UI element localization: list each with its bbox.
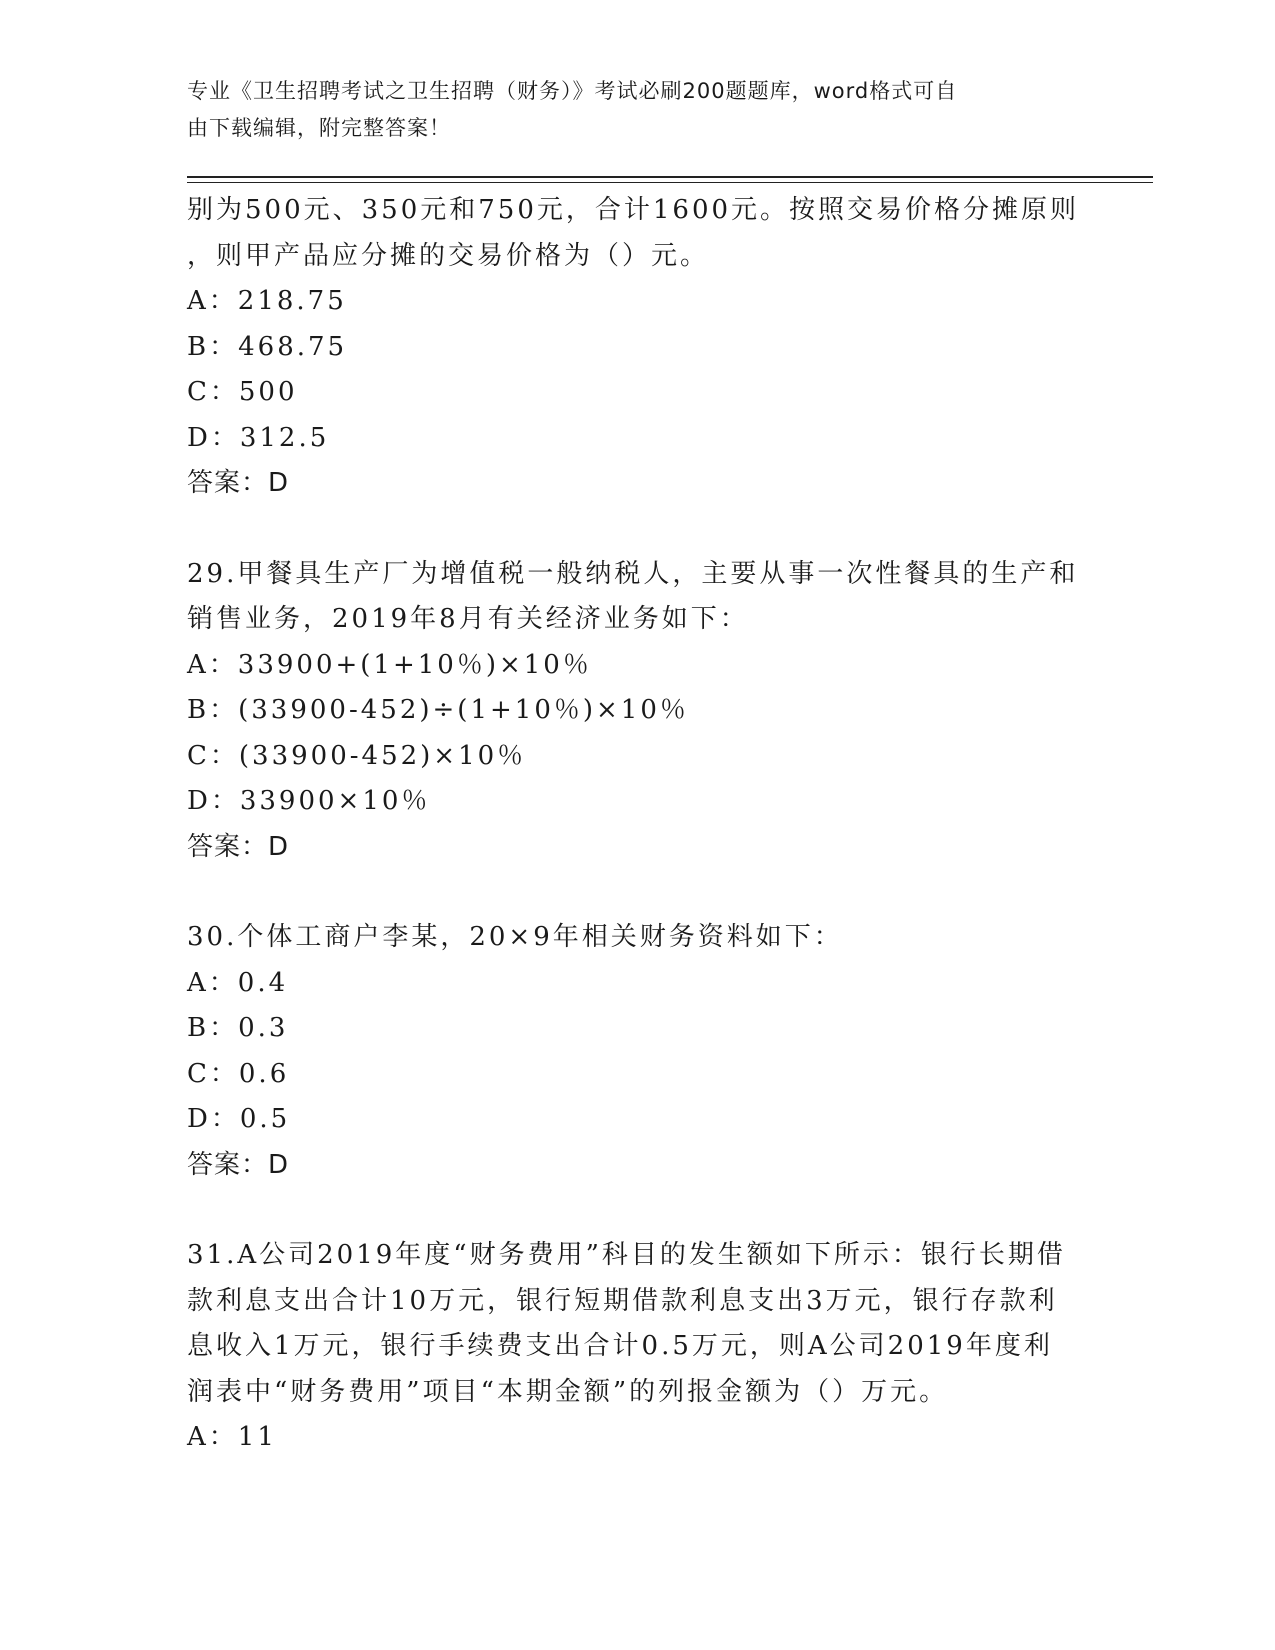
question-stem: 30.个体工商户李某，20×9年相关财务资料如下： [187, 922, 843, 952]
document-body [187, 188, 1087, 1461]
option-c: C：0.6 [187, 1058, 290, 1089]
spacer [187, 507, 1087, 552]
option-a: A：33900+(1+10％)×10％ [187, 649, 592, 680]
header-line-2: 由下载编辑，附完整答案！ [187, 116, 451, 140]
question-stem: 款利息支出合计10万元，银行短期借款利息支出3万元，银行存款利 [187, 1285, 1058, 1316]
answer-text: 答案：D [187, 1149, 290, 1180]
question-stem: 31.A公司2019年度“财务费用”科目的发生额如下所示：银行长期借 [187, 1240, 1066, 1270]
answer-text: 答案：D [187, 468, 290, 498]
question-28 [187, 188, 1087, 507]
option-c: C：(33900-452)×10％ [187, 740, 527, 771]
question-30 [187, 915, 1087, 1188]
question-stem: ，则甲产品应分摊的交易价格为（）元。 [187, 240, 710, 271]
option-d: D：33900×10％ [187, 786, 431, 816]
header-line-1: 专业《卫生招聘考试之卫生招聘（财务）》考试必刷200题题库，word格式可自 [187, 79, 958, 103]
spacer [187, 1188, 1087, 1233]
option-d: D：312.5 [187, 422, 330, 453]
option-b: B：(33900-452)÷(1+10％)×10％ [187, 695, 689, 725]
option-a: A：0.4 [187, 967, 289, 998]
option-b: B：468.75 [187, 331, 348, 362]
option-a: A：11 [187, 1422, 277, 1452]
question-stem: 润表中“财务费用”项目“本期金额”的列报金额为（）万元。 [187, 1376, 949, 1407]
spacer [187, 870, 1087, 915]
header-divider-thick [187, 176, 1153, 178]
question-31 [187, 1233, 1087, 1461]
option-b: B：0.3 [187, 1013, 289, 1043]
option-d: D：0.5 [187, 1104, 291, 1134]
question-stem: 29.甲餐具生产厂为增值税一般纳税人，主要从事一次性餐具的生产和 [187, 558, 1079, 589]
option-c: C：500 [187, 377, 298, 407]
question-stem: 息收入1万元，银行手续费支出合计0.5万元，则A公司2019年度利 [187, 1331, 1053, 1361]
header-divider-thin [187, 182, 1153, 183]
option-a: A：218.75 [187, 286, 347, 316]
question-stem: 销售业务，2019年8月有关经济业务如下： [187, 604, 749, 634]
document-header [187, 73, 1067, 147]
answer-text: 答案：D [187, 831, 290, 862]
question-stem: 别为500元、350元和750元，合计1600元。按照交易价格分摊原则 [187, 195, 1080, 225]
question-29 [187, 552, 1087, 871]
